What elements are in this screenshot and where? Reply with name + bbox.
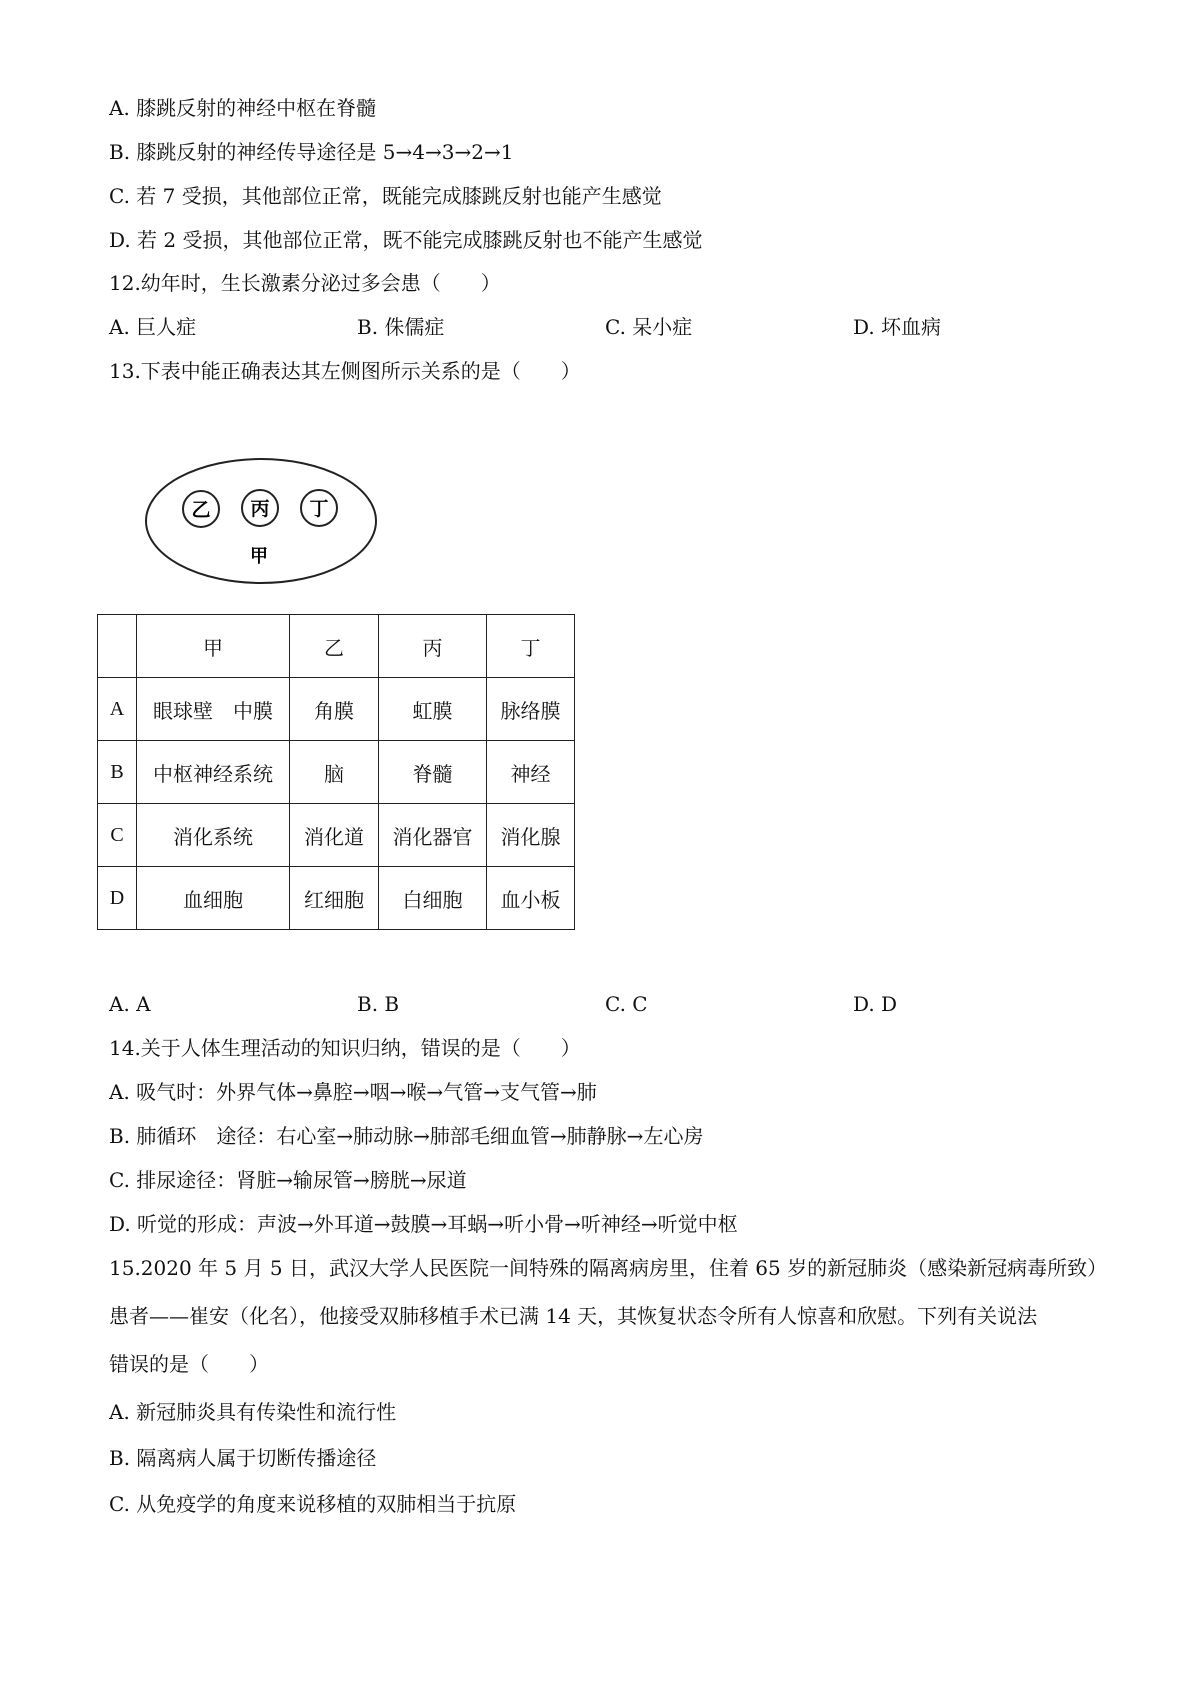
q13-table	[97, 614, 575, 930]
table-cell: 脑	[290, 741, 379, 804]
table-cell: 丁	[487, 615, 575, 678]
table-cell: 消化腺	[487, 804, 575, 867]
q14-stem: 14.关于人体生理活动的知识归纳，错误的是（ ）	[109, 1036, 581, 1060]
table-cell: B	[98, 741, 137, 804]
table-header-row	[98, 615, 575, 678]
q11-option-b: B. 膝跳反射的神经传导途径是 5→4→3→2→1	[109, 140, 514, 164]
q12-option-c: C. 呆小症	[605, 315, 693, 339]
q13-option-c: C. C	[605, 992, 648, 1016]
q12-option-b: B. 侏儒症	[357, 315, 445, 339]
table-cell: 消化道	[290, 804, 379, 867]
q14-option-b: B. 肺循环 途径：右心室→肺动脉→肺部毛细血管→肺静脉→左心房	[109, 1124, 704, 1148]
q15-stem-line-2: 患者——崔安（化名），他接受双肺移植手术已满 14 天，其恢复状态令所有人惊喜和欣慰。下列有关说法	[109, 1304, 1038, 1328]
q12-option-d: D. 坏血病	[853, 315, 942, 339]
label-bing: 丙	[250, 498, 270, 520]
set-diagram	[143, 452, 383, 592]
table-cell: 虹膜	[379, 678, 487, 741]
q13-option-a: A. A	[109, 992, 151, 1016]
table-cell: D	[98, 867, 137, 930]
table-cell: 眼球壁 中膜	[137, 678, 290, 741]
q11-option-d: D. 若 2 受损，其他部位正常，既不能完成膝跳反射也不能产生感觉	[109, 228, 703, 252]
q13-option-b: B. B	[357, 992, 400, 1016]
table-row	[98, 741, 575, 804]
table-cell	[98, 615, 137, 678]
q12-option-a: A. 巨人症	[109, 315, 197, 339]
table-cell: 中枢神经系统	[137, 741, 290, 804]
q13-stem: 13.下表中能正确表达其左侧图所示关系的是（ ）	[109, 359, 581, 383]
q15-stem-line-1: 15.2020 年 5 月 5 日，武汉大学人民医院一间特殊的隔离病房里，住着 65 岁的新冠肺炎（感染新冠病毒所致）	[109, 1256, 1108, 1280]
q15-option-c: C. 从免疫学的角度来说移植的双肺相当于抗原	[109, 1492, 517, 1516]
table-cell: 乙	[290, 615, 379, 678]
table-cell: 角膜	[290, 678, 379, 741]
q11-option-a: A. 膝跳反射的神经中枢在脊髓	[109, 96, 377, 120]
q11-option-c: C. 若 7 受损，其他部位正常，既能完成膝跳反射也能产生感觉	[109, 184, 662, 208]
table-cell: 神经	[487, 741, 575, 804]
q14-option-a: A. 吸气时：外界气体→鼻腔→咽→喉→气管→支气管→肺	[109, 1080, 597, 1104]
table-cell: C	[98, 804, 137, 867]
q12-stem: 12.幼年时，生长激素分泌过多会患（ ）	[109, 271, 501, 295]
table-cell: 脊髓	[379, 741, 487, 804]
q15-option-b: B. 隔离病人属于切断传播途径	[109, 1446, 377, 1470]
table-cell: 血细胞	[137, 867, 290, 930]
table-cell: 丙	[379, 615, 487, 678]
table-cell: 白细胞	[379, 867, 487, 930]
table-cell: 消化器官	[379, 804, 487, 867]
table-cell: A	[98, 678, 137, 741]
table-cell: 红细胞	[290, 867, 379, 930]
q14-option-d: D. 听觉的形成：声波→外耳道→鼓膜→耳蜗→听小骨→听神经→听觉中枢	[109, 1212, 738, 1236]
table-cell: 脉络膜	[487, 678, 575, 741]
table-row	[98, 678, 575, 741]
table-cell: 甲	[137, 615, 290, 678]
label-ding: 丁	[309, 498, 329, 520]
label-jia: 甲	[250, 546, 268, 567]
q15-stem-line-3: 错误的是（ ）	[109, 1352, 269, 1376]
q15-option-a: A. 新冠肺炎具有传染性和流行性	[109, 1400, 397, 1424]
table-row	[98, 867, 575, 930]
table-cell: 血小板	[487, 867, 575, 930]
label-yi: 乙	[191, 499, 211, 521]
table-row	[98, 804, 575, 867]
q14-option-c: C. 排尿途径：肾脏→输尿管→膀胱→尿道	[109, 1168, 467, 1192]
table-cell: 消化系统	[137, 804, 290, 867]
q13-option-d: D. D	[853, 992, 898, 1016]
